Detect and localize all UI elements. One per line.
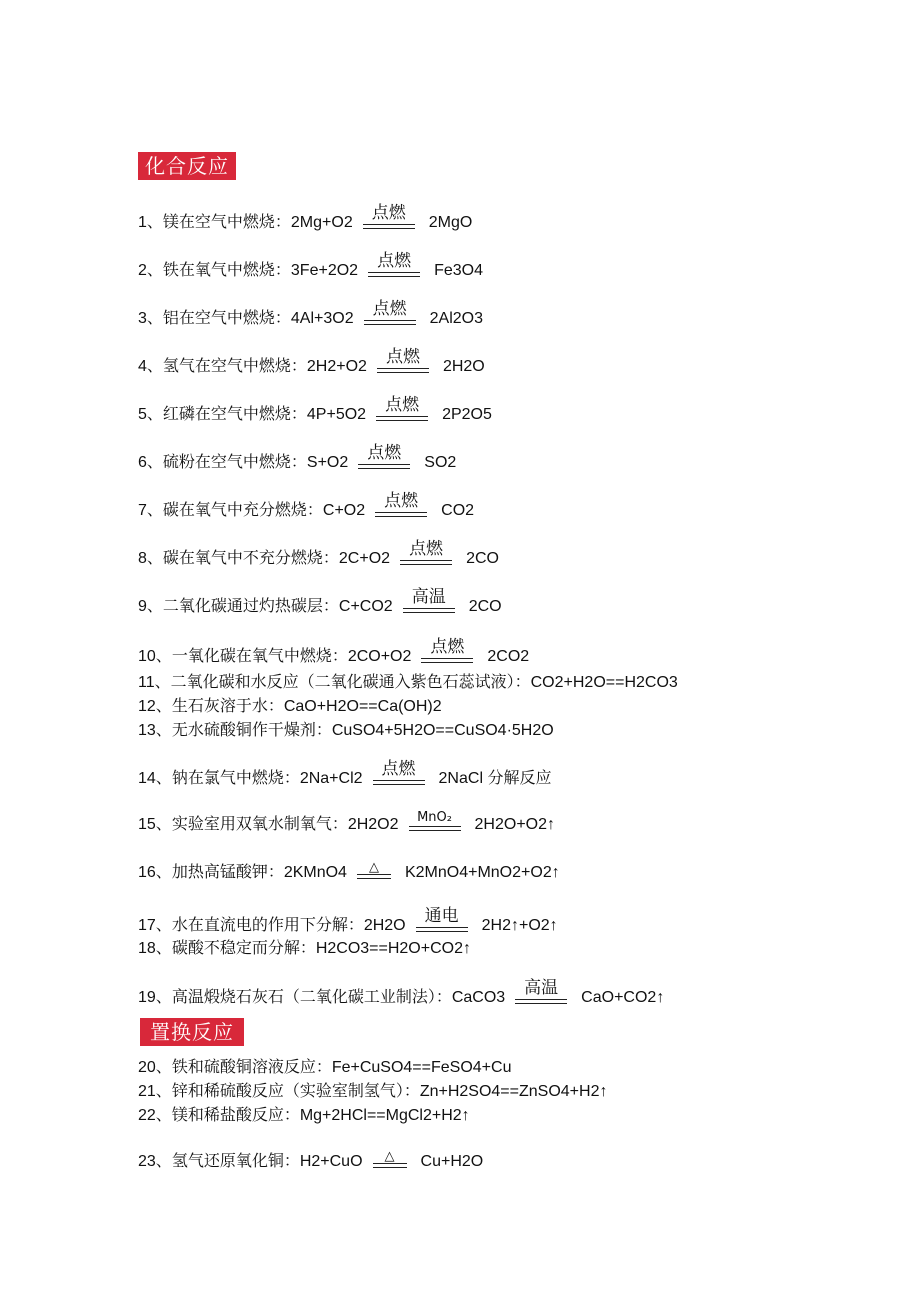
line-text: 钠在氯气中燃烧：2Na+Cl2 [171, 770, 363, 787]
equals-sign [363, 224, 415, 229]
reaction-condition [357, 862, 391, 879]
equation-line [138, 395, 492, 425]
equals-sign [376, 416, 428, 421]
line-number: 16、 [138, 864, 172, 881]
line-product: 2H2O+O2↑ [474, 816, 555, 833]
line-text: 铁和硫酸铜溶液反应：Fe+CuSO4==FeSO4+Cu [171, 1059, 512, 1076]
line-text: 镁和稀盐酸反应：Mg+2HCl==MgCl2+H2↑ [171, 1107, 470, 1124]
line-product: 2CO [468, 598, 502, 615]
line-product: 2CO2 [487, 648, 530, 665]
reaction-condition [416, 907, 468, 932]
equation-line [138, 1106, 470, 1126]
equation-line [138, 860, 560, 883]
equation-line [138, 203, 473, 233]
condition-label: 高温 [411, 587, 446, 607]
line-product: 2MgO [428, 214, 473, 231]
line-product: 2H2↑+O2↑ [481, 917, 558, 934]
reaction-condition [368, 252, 420, 277]
section-title-displacement: 置换反应 [140, 1018, 244, 1046]
condition-label: 点燃 [385, 347, 420, 367]
reaction-condition [363, 204, 415, 229]
line-text: 氢气还原氧化铜：H2+CuO [171, 1153, 363, 1170]
line-number: 9、 [138, 598, 163, 615]
reaction-condition [403, 588, 455, 613]
equals-sign [358, 464, 410, 469]
line-product: 2Al2O3 [429, 310, 483, 327]
equation-line [138, 1149, 484, 1172]
line-product: CO2 [441, 502, 475, 519]
line-number: 14、 [138, 770, 172, 787]
reaction-condition [373, 760, 425, 785]
reaction-condition [377, 348, 429, 373]
condition-label: 点燃 [430, 637, 465, 657]
line-text: 锌和稀硫酸反应（实验室制氢气）：Zn+H2SO4==ZnSO4+H2↑ [171, 1083, 608, 1100]
condition-label: 点燃 [385, 395, 420, 415]
condition-label: 点燃 [381, 759, 416, 779]
line-text: 铝在空气中燃烧：4Al+3O2 [162, 310, 354, 327]
line-number: 4、 [138, 358, 163, 375]
equation-line [138, 539, 499, 569]
equals-sign [377, 368, 429, 373]
line-number: 1、 [138, 214, 163, 231]
line-number: 23、 [138, 1153, 172, 1170]
heat-triangle-icon: △ [384, 1149, 395, 1164]
line-product: 2P2O5 [442, 406, 492, 423]
line-number: 10、 [138, 648, 172, 665]
line-number: 8、 [138, 550, 163, 567]
line-number: 21、 [138, 1083, 172, 1100]
line-product: Cu+H2O [420, 1153, 484, 1170]
line-text: 一氧化碳在氧气中燃烧：2CO+O2 [171, 648, 412, 665]
condition-label: 通电 [424, 906, 459, 926]
line-number: 7、 [138, 502, 163, 519]
line-text: 加热高锰酸钾：2KMnO4 [171, 864, 347, 881]
equals-sign [357, 874, 391, 879]
line-text: 碳在氧气中不充分燃烧：2C+O2 [162, 550, 391, 567]
equation-line [138, 251, 483, 281]
line-text: 生石灰溶于水：CaO+H2O==Ca(OH)2 [171, 698, 442, 715]
line-number: 5、 [138, 406, 163, 423]
line-text: 二氧化碳和水反应（二氧化碳通入紫色石蕊试液）：CO2+H2O==H2CO3 [170, 674, 678, 691]
equals-sign [368, 272, 420, 277]
line-product: 2NaCl 分解反应 [438, 770, 552, 787]
equation-line [138, 906, 558, 936]
equals-sign [515, 999, 567, 1004]
condition-label: 高温 [524, 978, 559, 998]
line-number: 13、 [138, 722, 172, 739]
line-number: 17、 [138, 917, 172, 934]
equation-line [138, 721, 554, 741]
line-text: 硫粉在空气中燃烧：S+O2 [162, 454, 349, 471]
equation-line [138, 939, 471, 959]
equation-line [138, 347, 485, 377]
equation-line [138, 299, 483, 329]
reaction-condition [409, 810, 461, 831]
reaction-condition [373, 1151, 407, 1168]
line-text: 铁在氧气中燃烧：3Fe+2O2 [162, 262, 359, 279]
equals-sign [375, 512, 427, 517]
line-number: 6、 [138, 454, 163, 471]
condition-label: 点燃 [367, 443, 402, 463]
line-text: 高温煅烧石灰石（二氧化碳工业制法）：CaCO3 [171, 989, 506, 1006]
equation-line [138, 978, 665, 1008]
line-text: 红磷在空气中燃烧：4P+5O2 [162, 406, 367, 423]
equation-line [138, 1082, 607, 1102]
equals-sign [403, 608, 455, 613]
equation-line [138, 637, 530, 667]
condition-label: MnO₂ [417, 810, 452, 825]
line-number: 3、 [138, 310, 163, 327]
line-number: 2、 [138, 262, 163, 279]
line-number: 11、 [138, 674, 171, 691]
equation-line [138, 673, 678, 693]
line-product: SO2 [424, 454, 457, 471]
line-product: K2MnO4+MnO2+O2↑ [404, 864, 560, 881]
equation-line [138, 443, 457, 473]
line-number: 15、 [138, 816, 172, 833]
condition-label: 点燃 [377, 251, 412, 271]
reaction-condition [364, 300, 416, 325]
condition-label: 点燃 [371, 203, 406, 223]
equation-line [138, 491, 475, 521]
reaction-condition [400, 540, 452, 565]
reaction-condition [376, 396, 428, 421]
line-text: 无水硫酸铜作干燥剂：CuSO4+5H2O==CuSO4·5H2O [171, 722, 554, 739]
equals-sign [421, 658, 473, 663]
line-product: Fe3O4 [434, 262, 483, 279]
equation-line [138, 587, 502, 617]
line-number: 20、 [138, 1059, 172, 1076]
line-text: 二氧化碳通过灼热碳层：C+CO2 [162, 598, 393, 615]
line-text: 水在直流电的作用下分解：2H2O [171, 917, 406, 934]
line-text: 实验室用双氧水制氧气：2H2O2 [171, 816, 399, 833]
reaction-condition [515, 979, 567, 1004]
equals-sign [400, 560, 452, 565]
line-number: 19、 [138, 989, 172, 1006]
condition-label: 点燃 [372, 299, 407, 319]
line-number: 22、 [138, 1107, 172, 1124]
line-product: 2H2O [442, 358, 485, 375]
line-number: 12、 [138, 698, 172, 715]
line-number: 18、 [138, 940, 172, 957]
reaction-condition [358, 444, 410, 469]
equals-sign [373, 1163, 407, 1168]
section-title-combination: 化合反应 [138, 152, 236, 180]
line-product: 2CO [466, 550, 499, 567]
equals-sign [364, 320, 416, 325]
line-text: 氢气在空气中燃烧：2H2+O2 [162, 358, 367, 375]
line-text: 碳酸不稳定而分解：H2CO3==H2O+CO2↑ [171, 940, 471, 957]
equals-sign [409, 826, 461, 831]
reaction-condition [421, 638, 473, 663]
condition-label: 点燃 [409, 539, 444, 559]
equation-line [138, 810, 555, 835]
equation-line [138, 759, 552, 789]
heat-triangle-icon: △ [368, 860, 379, 875]
equals-sign [373, 780, 425, 785]
line-text: 镁在空气中燃烧：2Mg+O2 [162, 214, 353, 231]
condition-label: 点燃 [384, 491, 419, 511]
equation-line [138, 1058, 511, 1078]
line-text: 碳在氧气中充分燃烧：C+O2 [162, 502, 366, 519]
equation-line [138, 697, 442, 717]
equals-sign [416, 927, 468, 932]
reaction-condition [375, 492, 427, 517]
line-product: CaO+CO2↑ [581, 989, 665, 1006]
